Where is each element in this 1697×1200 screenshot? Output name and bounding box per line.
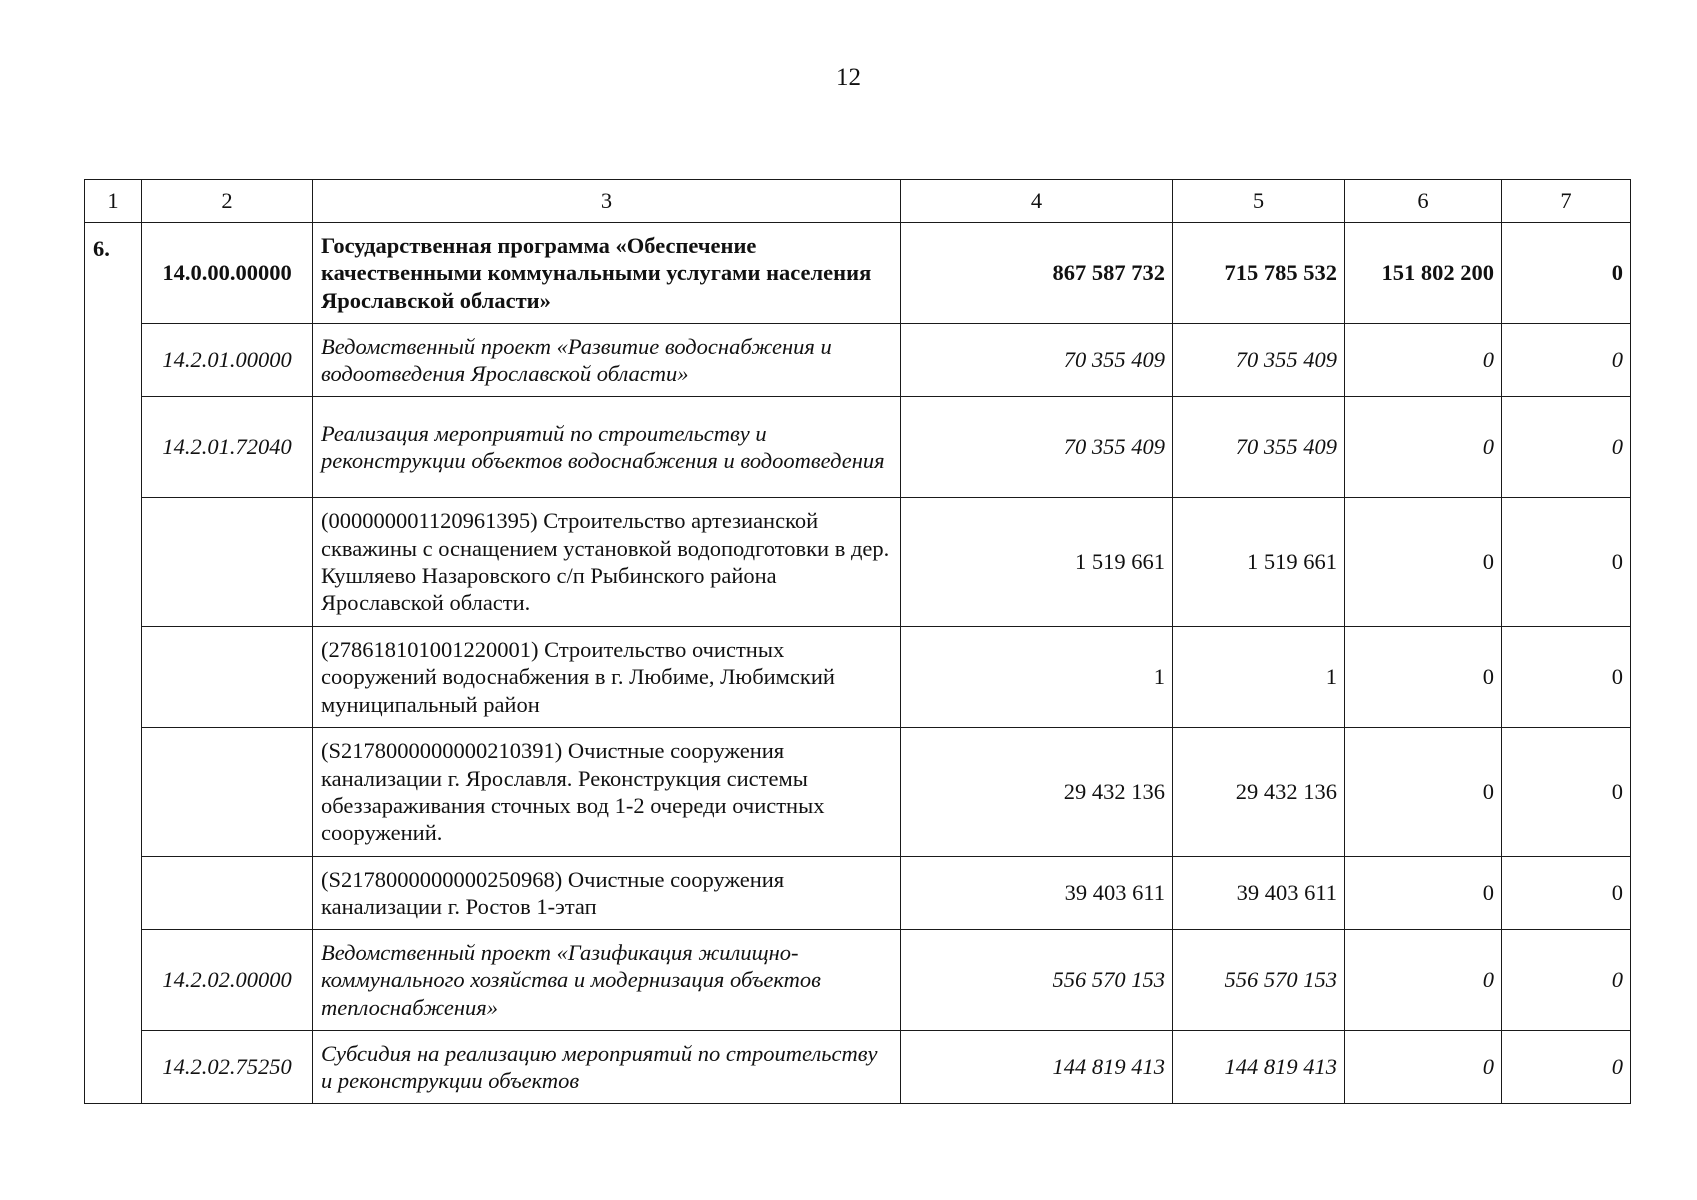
item-name: Государственная программа «Обеспечение качественными коммунальными услугами населения Ярославской области» <box>313 223 901 324</box>
table-row <box>85 627 1631 728</box>
value-col4: 1 519 661 <box>901 498 1173 627</box>
value-col7: 0 <box>1502 397 1631 498</box>
item-name: Реализация мероприятий по строительству и реконструкции объектов водоснабжения и водоотведения <box>313 397 901 498</box>
value-col4: 70 355 409 <box>901 397 1173 498</box>
value-col7: 0 <box>1502 223 1631 324</box>
value-col6: 0 <box>1345 498 1502 627</box>
budget-code <box>142 627 313 728</box>
value-col4: 39 403 611 <box>901 857 1173 930</box>
budget-code <box>142 728 313 857</box>
table-row <box>85 498 1631 627</box>
value-col6: 0 <box>1345 324 1502 397</box>
value-col6: 0 <box>1345 857 1502 930</box>
value-col7: 0 <box>1502 324 1631 397</box>
page-number: 12 <box>836 64 861 91</box>
value-col5: 39 403 611 <box>1173 857 1345 930</box>
value-col5: 144 819 413 <box>1173 1031 1345 1104</box>
budget-code <box>142 498 313 627</box>
value-col6: 0 <box>1345 728 1502 857</box>
value-col6: 0 <box>1345 1031 1502 1104</box>
item-name: (278618101001220001) Строительство очистных сооружений водоснабжения в г. Любиме, Любимский муниципальный район <box>313 627 901 728</box>
value-col5: 1 519 661 <box>1173 498 1345 627</box>
value-col6: 0 <box>1345 627 1502 728</box>
column-header: 4 <box>901 180 1173 223</box>
item-name: Ведомственный проект «Развитие водоснабжения и водоотведения Ярославской области» <box>313 324 901 397</box>
value-col7: 0 <box>1502 728 1631 857</box>
column-header: 6 <box>1345 180 1502 223</box>
table-row <box>85 857 1631 930</box>
table-row <box>85 397 1631 498</box>
value-col4: 29 432 136 <box>901 728 1173 857</box>
section-number: 6. <box>85 223 142 1104</box>
column-header: 7 <box>1502 180 1631 223</box>
item-name: (S2178000000000210391) Очистные сооружения канализации г. Ярославля. Реконструкция системы обеззараживания сточных вод 1-2 очереди очистных сооружений. <box>313 728 901 857</box>
table-row <box>85 1031 1631 1104</box>
table-row <box>85 223 1631 324</box>
column-header: 2 <box>142 180 313 223</box>
column-header: 5 <box>1173 180 1345 223</box>
item-name: (000000001120961395) Строительство артезианской скважины с оснащением установкой водоподготовки в дер. Кушляево Назаровского с/п Рыбинского района Ярославской области. <box>313 498 901 627</box>
value-col4: 70 355 409 <box>901 324 1173 397</box>
budget-code: 14.0.00.00000 <box>142 223 313 324</box>
value-col7: 0 <box>1502 1031 1631 1104</box>
value-col5: 715 785 532 <box>1173 223 1345 324</box>
budget-code: 14.2.01.00000 <box>142 324 313 397</box>
table-header-row <box>85 180 1631 223</box>
value-col4: 867 587 732 <box>901 223 1173 324</box>
value-col7: 0 <box>1502 498 1631 627</box>
value-col5: 556 570 153 <box>1173 930 1345 1031</box>
budget-code: 14.2.02.75250 <box>142 1031 313 1104</box>
item-name: (S2178000000000250968) Очистные сооружения канализации г. Ростов 1-этап <box>313 857 901 930</box>
value-col5: 1 <box>1173 627 1345 728</box>
value-col4: 556 570 153 <box>901 930 1173 1031</box>
table-row <box>85 728 1631 857</box>
budget-code: 14.2.02.00000 <box>142 930 313 1031</box>
value-col5: 29 432 136 <box>1173 728 1345 857</box>
item-name: Субсидия на реализацию мероприятий по строительству и реконструкции объектов <box>313 1031 901 1104</box>
column-header: 1 <box>85 180 142 223</box>
column-header: 3 <box>313 180 901 223</box>
value-col6: 151 802 200 <box>1345 223 1502 324</box>
budget-code <box>142 857 313 930</box>
budget-code: 14.2.01.72040 <box>142 397 313 498</box>
budget-table <box>84 179 1631 1104</box>
value-col7: 0 <box>1502 930 1631 1031</box>
table-row <box>85 324 1631 397</box>
value-col4: 144 819 413 <box>901 1031 1173 1104</box>
value-col6: 0 <box>1345 397 1502 498</box>
value-col4: 1 <box>901 627 1173 728</box>
value-col5: 70 355 409 <box>1173 324 1345 397</box>
value-col6: 0 <box>1345 930 1502 1031</box>
value-col7: 0 <box>1502 627 1631 728</box>
value-col5: 70 355 409 <box>1173 397 1345 498</box>
item-name: Ведомственный проект «Газификация жилищно-коммунального хозяйства и модернизация объектов теплоснабжения» <box>313 930 901 1031</box>
table-row <box>85 930 1631 1031</box>
value-col7: 0 <box>1502 857 1631 930</box>
